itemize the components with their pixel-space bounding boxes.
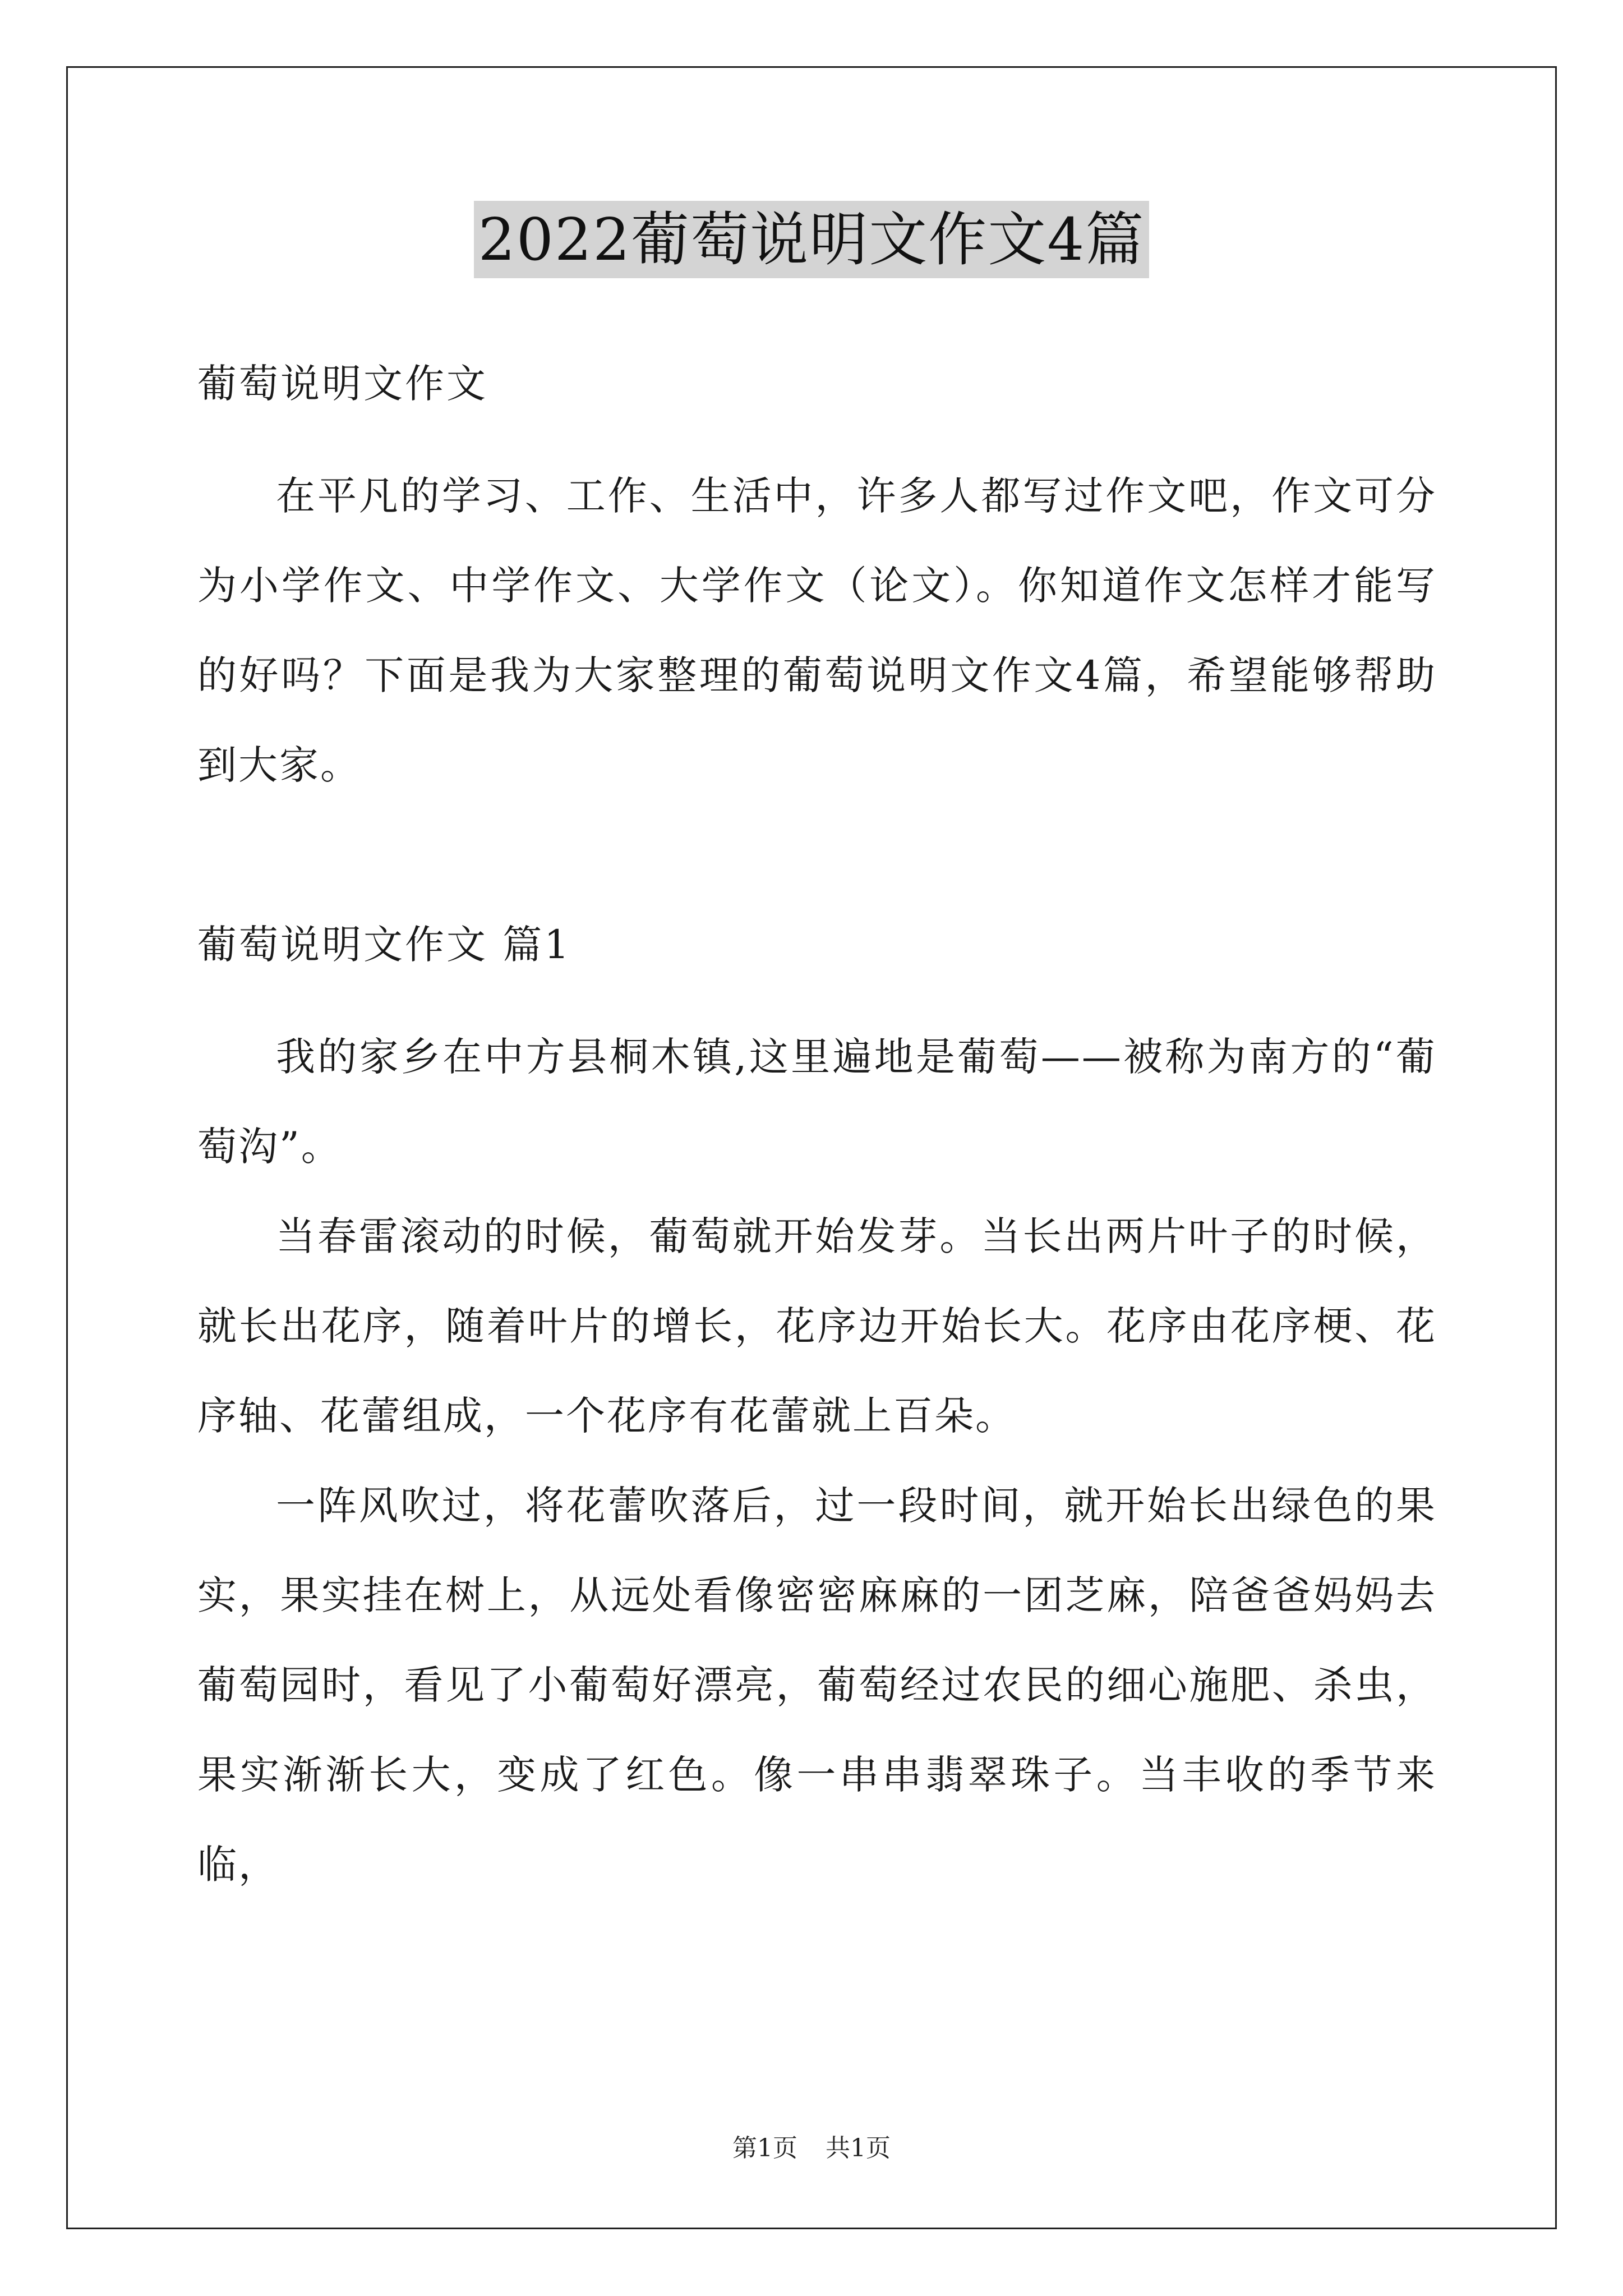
body-paragraph: 当春雷滚动的时候，葡萄就开始发芽。当长出两片叶子的时候，就长出花序，随着叶片的增长，花序边开始长大。花序由花序梗、花序轴、花蕾组成，一个花序有花蕾就上百朵。: [197, 1213, 1437, 1439]
page-footer: [0, 2132, 1623, 2165]
spacer: [197, 990, 1437, 1012]
body-paragraph: 我的家乡在中方县桐木镇,这里遍地是葡萄——被称为南方的“葡萄沟”。: [197, 1034, 1437, 1170]
intro-heading: 葡萄说明文作文: [197, 361, 488, 407]
section-heading: 葡萄说明文作文 篇1: [197, 922, 571, 968]
page-number: 第1页: [732, 2134, 797, 2162]
body-paragraph: 一阵风吹过，将花蕾吹落后，过一段时间，就开始长出绿色的果实，果实挂在树上，从远处看像密密麻麻的一团芝麻，陪爸爸妈妈去葡萄园时，看见了小葡萄好漂亮，葡萄经过农民的细心施肥、杀虫，果实渐渐长大，变成了红色。像一串串翡翠珠子。当丰收的季节来临，: [197, 1483, 1437, 1888]
document-title: 2022葡萄说明文作文4篇: [474, 201, 1150, 278]
title-container: [0, 201, 1623, 278]
page-total: 共1页: [826, 2134, 891, 2162]
document-body: [197, 339, 1437, 1910]
intro-paragraph: 在平凡的学习、工作、生活中，许多人都写过作文吧，作文可分为小学作文、中学作文、大学作文（论文）。你知道作文怎样才能写的好吗？下面是我为大家整理的葡萄说明文作文4篇，希望能够帮助到大家。: [197, 473, 1437, 788]
spacer: [197, 429, 1437, 451]
spacer: [197, 810, 1437, 900]
